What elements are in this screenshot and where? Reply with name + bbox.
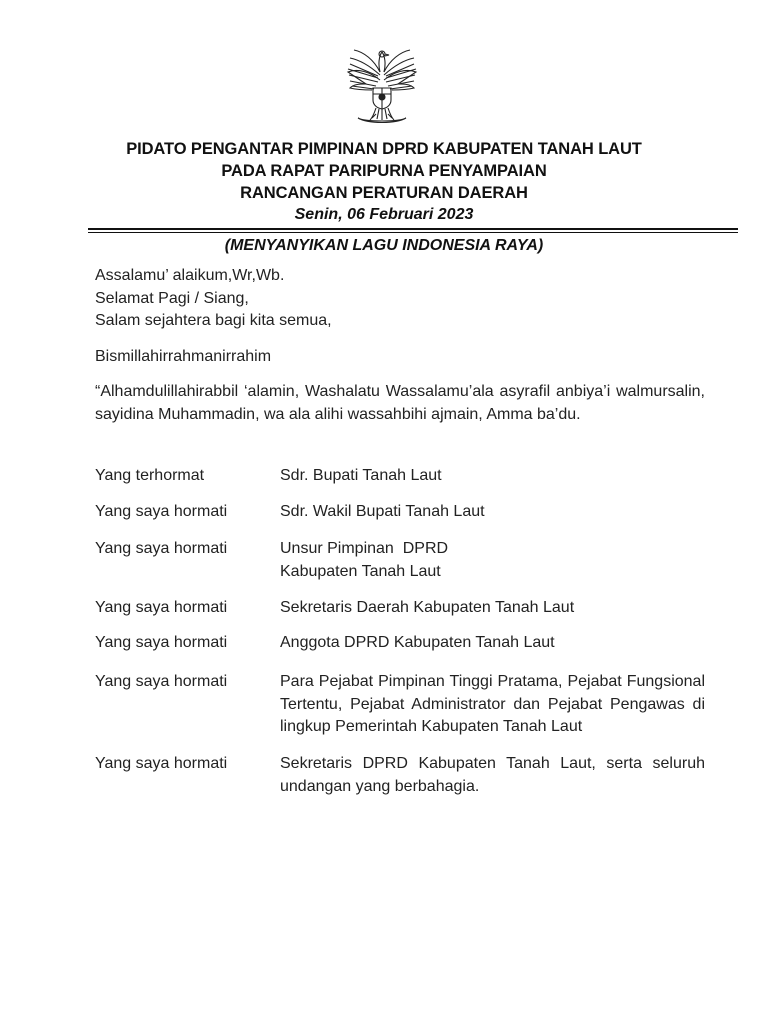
salutation-value: Sdr. Bupati Tanah Laut xyxy=(280,467,442,484)
salutation-value: Sekretaris Daerah Kabupaten Tanah Laut xyxy=(280,599,575,616)
garuda-emblem-icon xyxy=(340,42,424,126)
opening-paragraph: “Alhamdulillahirabbil ‘alamin, Washalatu Wassalamu’ala asyrafil anbiya’i walmursalin, sayidina Muhammadin, wa ala alihi wassahbihi ajmain, Amma ba’du. xyxy=(95,383,705,423)
salutation-label: Yang saya hormati xyxy=(95,503,228,520)
document-title-line3: RANCANGAN PERATURAN DAERAH xyxy=(240,184,528,202)
salutation-label: Yang saya hormati xyxy=(95,599,228,616)
salutation-value: Sekretaris DPRD Kabupaten Tanah Laut, serta seluruh undangan yang berbahagia. xyxy=(280,755,705,795)
salutation-label: Yang saya hormati xyxy=(95,540,228,557)
salutation-label: Yang terhormat xyxy=(95,467,205,484)
salutation-value-line: Kabupaten Tanah Laut xyxy=(280,562,441,580)
greeting-line: Selamat Pagi / Siang, xyxy=(95,290,249,307)
document-title-line2: PADA RAPAT PARIPURNA PENYAMPAIAN xyxy=(221,162,547,180)
header-divider-thin xyxy=(88,232,738,233)
document-date: Senin, 06 Februari 2023 xyxy=(294,206,474,223)
salutation-value: Para Pejabat Pimpinan Tinggi Pratama, Pejabat Fungsional Tertentu, Pejabat Administrator dan Pejabat Pengawas di lingkup Pemerintah Kabupaten Tanah Laut xyxy=(280,673,705,735)
salutation-value-line: Unsur Pimpinan DPRD xyxy=(280,540,449,557)
header-divider xyxy=(88,228,738,230)
salutation-value xyxy=(280,538,705,583)
salutation-label: Yang saya hormati xyxy=(95,673,228,690)
salutation-label: Yang saya hormati xyxy=(95,634,228,651)
greeting-line: Assalamu’ alaikum,Wr,Wb. xyxy=(95,267,285,284)
salutation-label: Yang saya hormati xyxy=(95,755,228,772)
document-title-line1: PIDATO PENGANTAR PIMPINAN DPRD KABUPATEN TANAH LAUT xyxy=(126,140,642,158)
greeting-line: Salam sejahtera bagi kita semua, xyxy=(95,312,332,329)
salutation-value: Sdr. Wakil Bupati Tanah Laut xyxy=(280,503,485,520)
bismillah-line: Bismillahirrahmanirrahim xyxy=(95,348,272,365)
ceremony-instruction: (MENYANYIKAN LAGU INDONESIA RAYA) xyxy=(224,237,544,254)
salutation-value: Anggota DPRD Kabupaten Tanah Laut xyxy=(280,634,555,651)
